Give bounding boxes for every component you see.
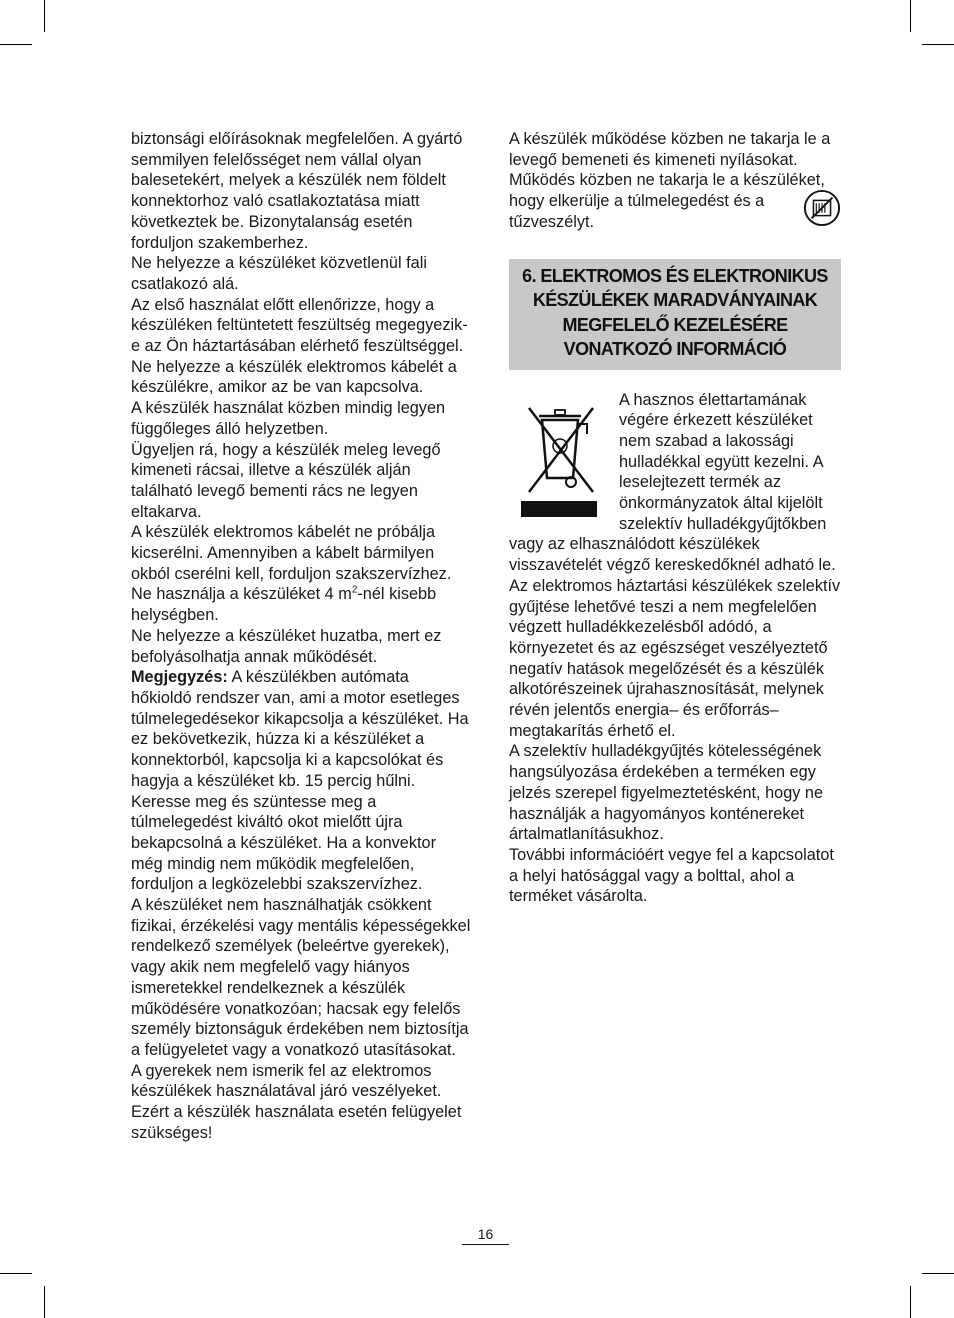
crop-mark (44, 1286, 45, 1318)
page-number: 16 (462, 1226, 509, 1245)
intro-block (509, 129, 841, 233)
superscript: 2 (351, 585, 358, 597)
right-column (509, 129, 841, 907)
do-not-cover-icon (803, 189, 841, 227)
crop-mark (922, 44, 954, 45)
paragraph: További információért vegye fel a kapcsolatot a helyi hatósággal vagy a bolttal, ahol a terméket vásárolta. (509, 845, 834, 906)
paragraph: A gyerekek nem ismerik fel az elektromos készülékek használatával járó veszélyeket. Ezért a készülék használata esetén felügyelet szükséges! (131, 1061, 462, 1142)
weee-paragraph: A hasznos élettartamának végére érkezett készüléket nem szabad a lakossági hulladékkal együtt kezelni. A leselejtezett termék az önkormányzatok által kijelölt szelektív hulladékgyűjtőkben vagy az elhasználódott készülékek visszavételét végző kereskedőknél adható le. Az elektromos háztartási készülékek szelektív gyűjtése lehetővé teszi a nem megfelelően végzett hulladékkezelésből adódó, a környezetet és az egészséget veszélyeztető negatív hatások megelőzését és a készülék alkotórészeinek újrahasznosítását, melynek révén jelentős energia– és erőforrás– megtakarítás érhető el. (509, 390, 841, 740)
paragraph: Keresse meg és szüntesse meg a túlmelegedést kiváltó okot mielőtt újra bekapcsolná a készüléket. Ha a konvektor még mindig nem működik megfelelően, forduljon a legközelebbi szakszervízhez. (131, 792, 436, 894)
paragraph: Ügyeljen rá, hogy a készülék meleg levegő kimeneti rácsai, illetve a készülék alján található levegő bementi rács ne legyen eltakarva. (131, 440, 441, 521)
note-text: A készülékben autómata hőkioldó rendszer van, ami a motor esetleges túlmelegedésekor kikapcsolja a készüléket. Ha ez bekövetkezik, húzza ki a készüléket a konnektorból, kapcsolja ki a kapcsolókat és hagyja a készüléket kb. 15 percig hűlni. (131, 668, 469, 790)
crop-mark (0, 44, 32, 45)
section-heading: 6. ELEKTROMOS ÉS ELEKTRONIKUS KÉSZÜLÉKEK MARADVÁNYAINAK MEGFELELŐ KEZELÉSÉRE VONATKOZÓ INFORMÁCIÓ (509, 259, 841, 370)
room-size-paragraph (131, 584, 471, 625)
weee-block (509, 390, 841, 908)
crop-mark (0, 1273, 32, 1274)
paragraph: Ne helyezze a készüléket közvetlenül fali csatlakozó alá. (131, 254, 427, 293)
paragraph: A készüléket nem használhatják csökkent fizikai, érzékelési vagy mentális képességekkel rendelkező személyek (beleértve gyerekek), vagy akik nem megfelelő vagy hiányos ismeretekkel rendelkeznek a készülék működésére vonatkozóan; hacsak egy felelős személy biztonságuk érdekében nem biztosítja a felügyeletet vagy a vonatkozó utasításokat. (131, 896, 471, 1059)
crop-mark (44, 0, 45, 32)
paragraph: biztonsági előírásoknak megfelelően. A gyártó semmilyen felelősséget nem vállal olyan balesetekért, melyek a készülék nem földelt konnektorhoz való csatlakoztatása miatt következtek be. Bizonytalanság esetén forduljon szakemberhez. (131, 130, 463, 252)
note-paragraph (131, 667, 471, 791)
room-size-text-end: -nél kisebb helységben. (131, 585, 437, 625)
room-size-text: Ne használja a készüléket 4 m (131, 585, 352, 604)
paragraph: A szelektív hulladékgyűjtés kötelességének hangsúlyozása érdekében a terméken egy jelzés szerepel figyelmeztetésként, hogy ne használják a hagyományos konténereket ártalmatlanításukhoz. (509, 742, 824, 844)
crop-mark (910, 1286, 911, 1318)
paragraph: A készülék működése közben ne takarja le a levegő bemeneti és kimeneti nyílásokat. Működés közben ne takarja le a készüléket, hogy elkerülje a túlmelegedést és a tűzveszélyt. (509, 130, 831, 231)
paragraph: Ne helyezze a készüléket huzatba, mert ez befolyásolhatja annak működését. (131, 626, 442, 666)
crop-mark (910, 0, 911, 32)
paragraph: Ne helyezze a készülék elektromos kábelét a készülékre, amikor az be van kapcsolva. (131, 357, 457, 397)
note-label: Megjegyzés: (131, 668, 228, 687)
crop-mark (922, 1273, 954, 1274)
crossed-out-wheelie-bin-icon (509, 394, 609, 518)
left-column (131, 129, 471, 1143)
paragraph: Az első használat előtt ellenőrizze, hogy a készüléken feltüntetett feszültség megegyezik-e az Ön háztartásában elérhető feszültséggel. (131, 295, 468, 356)
paragraph: A készülék használat közben mindig legyen függőleges álló helyzetben. (131, 399, 446, 438)
paragraph: A készülék elektromos kábelét ne próbálja kicserélni. Amennyiben a kábelt bármilyen okból cserélni kell, forduljon szakszervízhez. (131, 523, 452, 583)
